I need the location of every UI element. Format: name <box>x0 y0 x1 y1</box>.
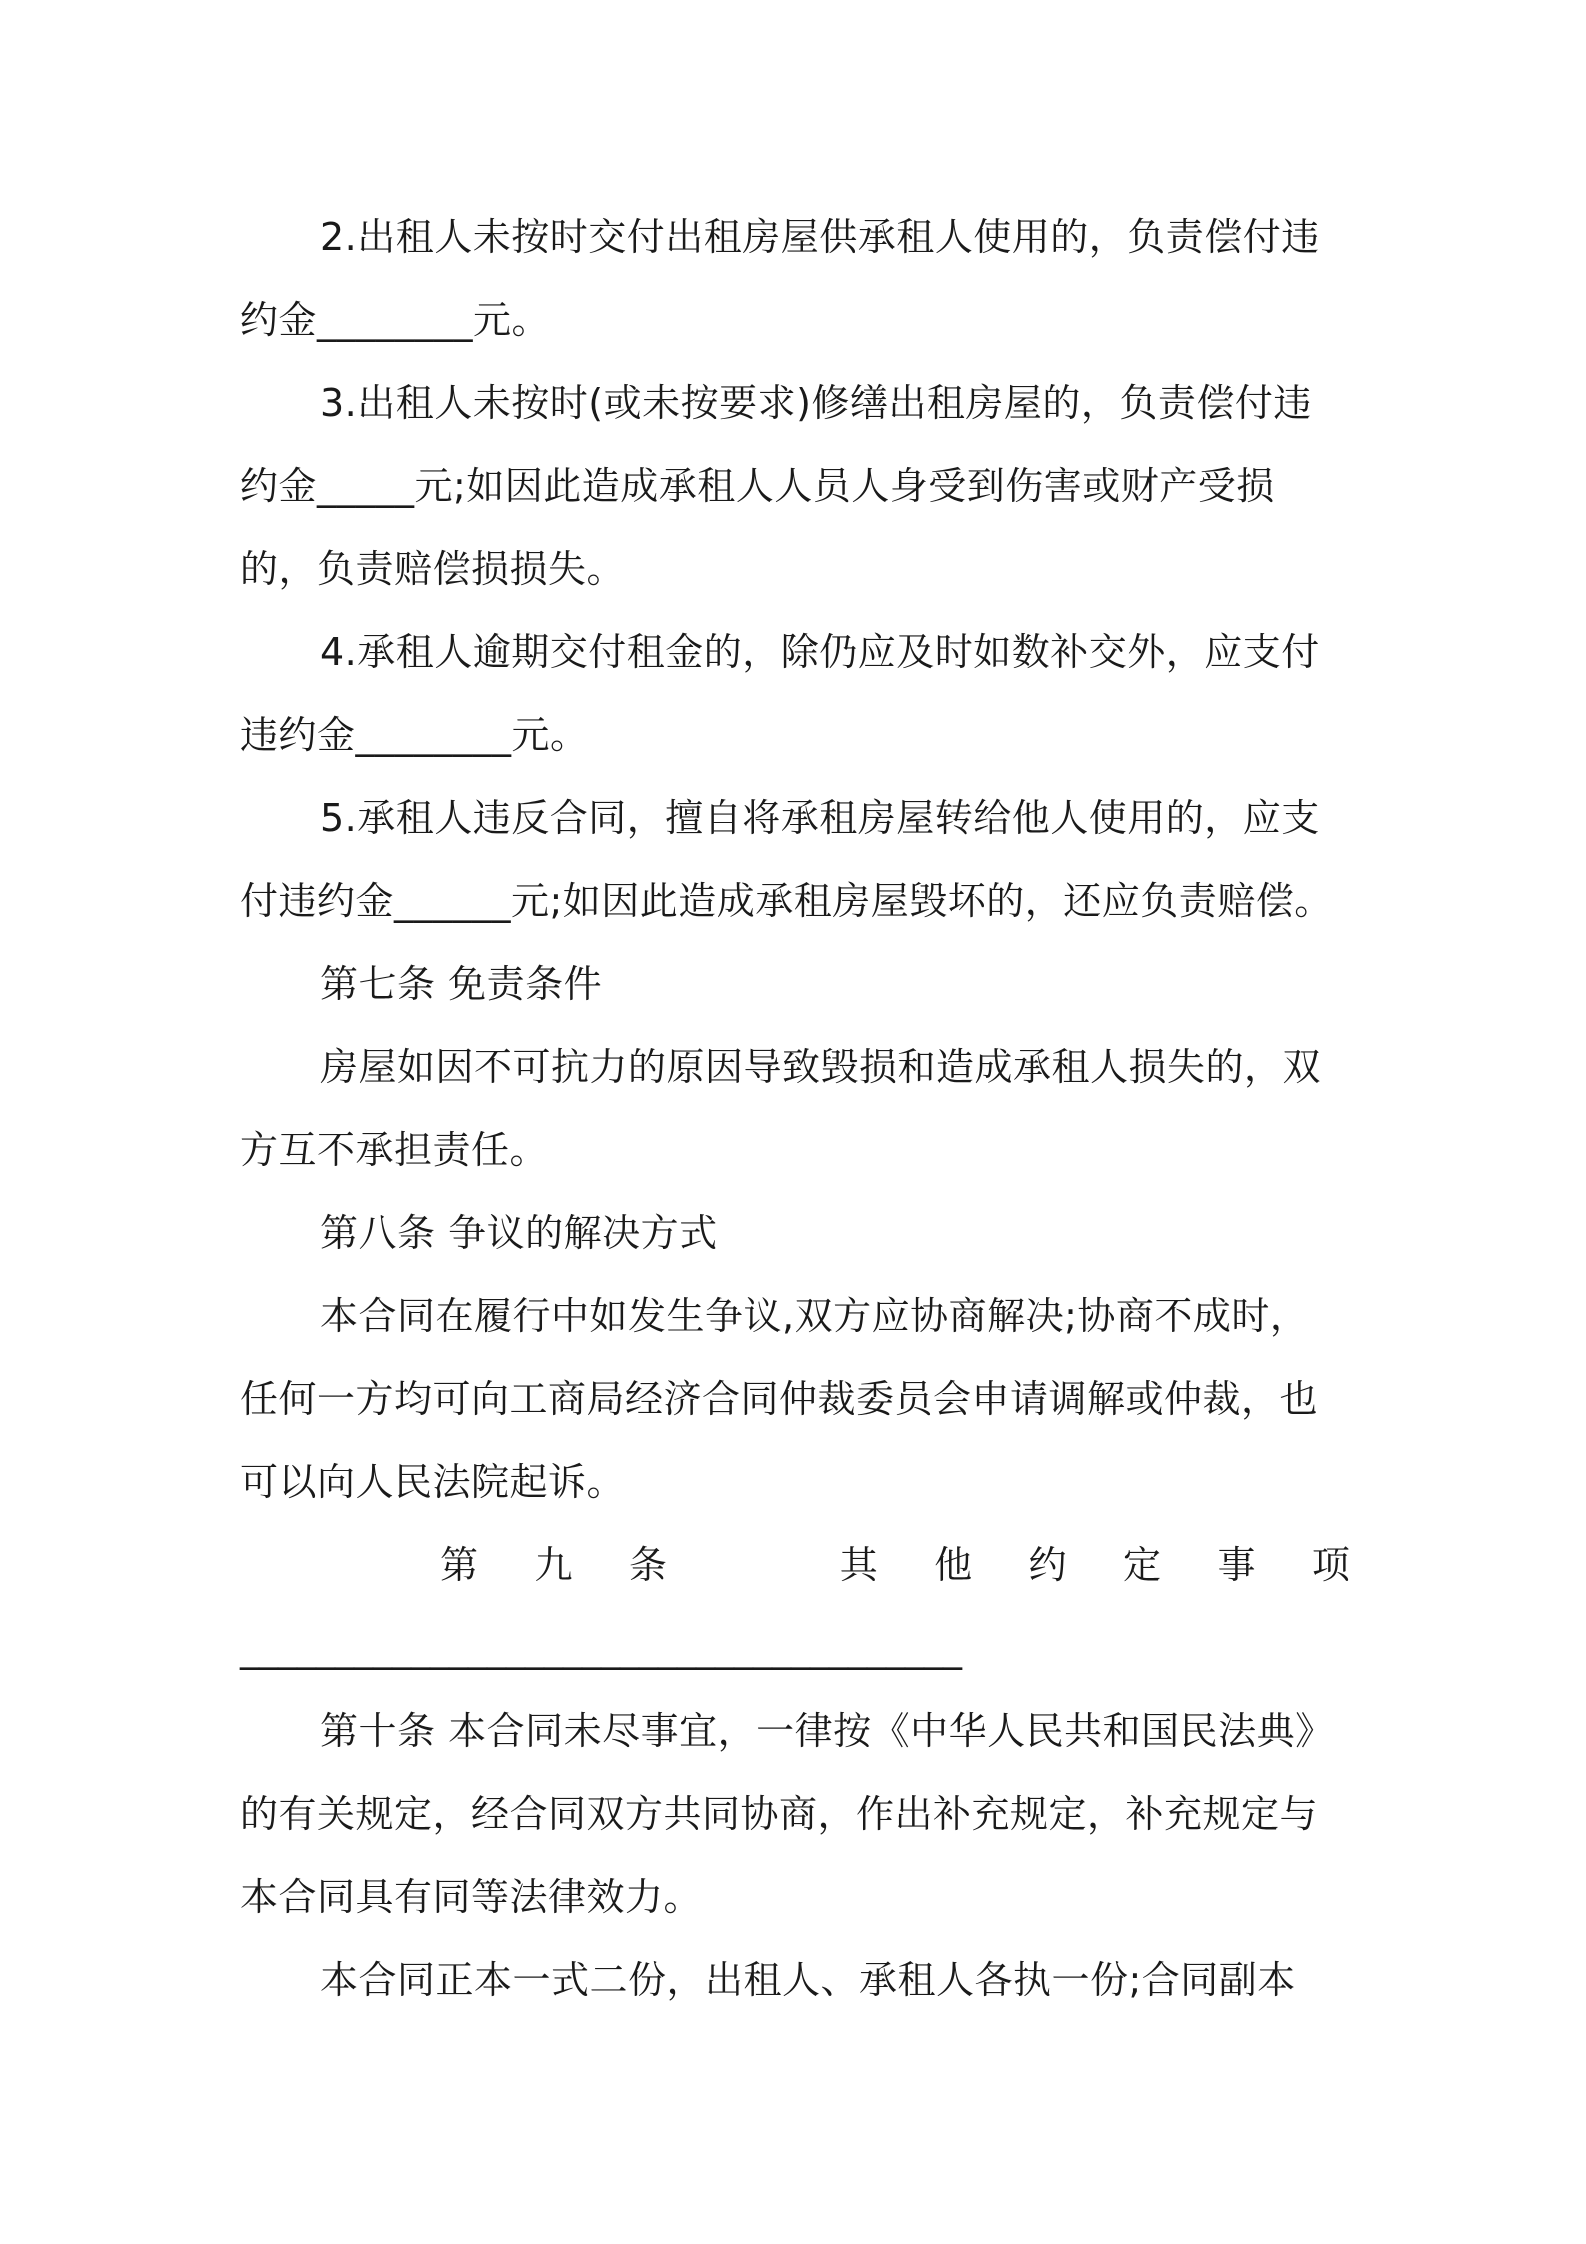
clause-2-line-2: 约金________元。 <box>240 298 551 342</box>
article-9-char: 定 <box>1123 1543 1162 1587</box>
article-9-char: 第 <box>440 1543 479 1587</box>
article-9-gap <box>723 1524 783 1607</box>
clause-3-line-1: 3.出租人未按时(或未按要求)修缮出租房屋的，负责偿付违 <box>320 381 1312 425</box>
clause-5-line-1: 5.承租人违反合同，擅自将承租房屋转给他人使用的，应支 <box>320 796 1320 840</box>
article-8-line-3: 可以向人民法院起诉。 <box>240 1460 626 1504</box>
clause-4-line-2: 违约金________元。 <box>240 713 589 757</box>
article-9-char: 条 <box>628 1543 667 1587</box>
article-9-char: 项 <box>1311 1543 1350 1587</box>
article-8-line-1: 本合同在履行中如发生争议,双方应协商解决;协商不成时， <box>320 1294 1309 1338</box>
article-10-line-1: 第十条 本合同未尽事宜，一律按《中华人民共和国民法典》 <box>320 1709 1334 1753</box>
article-10-line-2: 的有关规定，经合同双方共同协商，作出补充规定，补充规定与 <box>240 1792 1319 1836</box>
clause-3-line-3: 的，负责赔偿损损失。 <box>240 547 626 591</box>
article-7-heading: 第七条 免责条件 <box>320 962 603 1006</box>
clause-4-line-1: 4.承租人逾期交付租金的，除仍应及时如数补交外，应支付 <box>320 630 1320 674</box>
clause-3-line-2: 约金_____元;如因此造成承租人人员人身受到伤害或财产受损 <box>240 464 1275 508</box>
article-9-char: 九 <box>534 1543 573 1587</box>
article-9-char: 约 <box>1028 1543 1067 1587</box>
article-9-char: 事 <box>1217 1543 1256 1587</box>
article-8-heading: 第八条 争议的解决方式 <box>320 1211 718 1255</box>
article-10-line-3: 本合同具有同等法律效力。 <box>240 1875 703 1919</box>
contract-text <box>240 196 1350 2022</box>
article-9-char: 其 <box>839 1543 878 1587</box>
article-8-line-2: 任何一方均可向工商局经济合同仲裁委员会申请调解或仲裁，也 <box>240 1377 1319 1421</box>
article-7-line-2: 方互不承担责任。 <box>240 1128 549 1172</box>
copies-clause-line-1: 本合同正本一式二份，出租人、承租人各执一份;合同副本 <box>320 1958 1296 2002</box>
article-9-heading <box>240 1524 1350 1607</box>
article-9-blank-line: ______________________________________ <box>240 1626 962 1670</box>
clause-2-line-1: 2.出租人未按时交付出租房屋供承租人使用的，负责偿付违 <box>320 215 1320 259</box>
clause-5-line-2: 付违约金______元;如因此造成承租房屋毁坏的，还应负责赔偿。 <box>240 879 1333 923</box>
article-7-line-1: 房屋如因不可抗力的原因导致毁损和造成承租人损失的，双 <box>320 1045 1322 1089</box>
article-9-char: 他 <box>934 1543 973 1587</box>
